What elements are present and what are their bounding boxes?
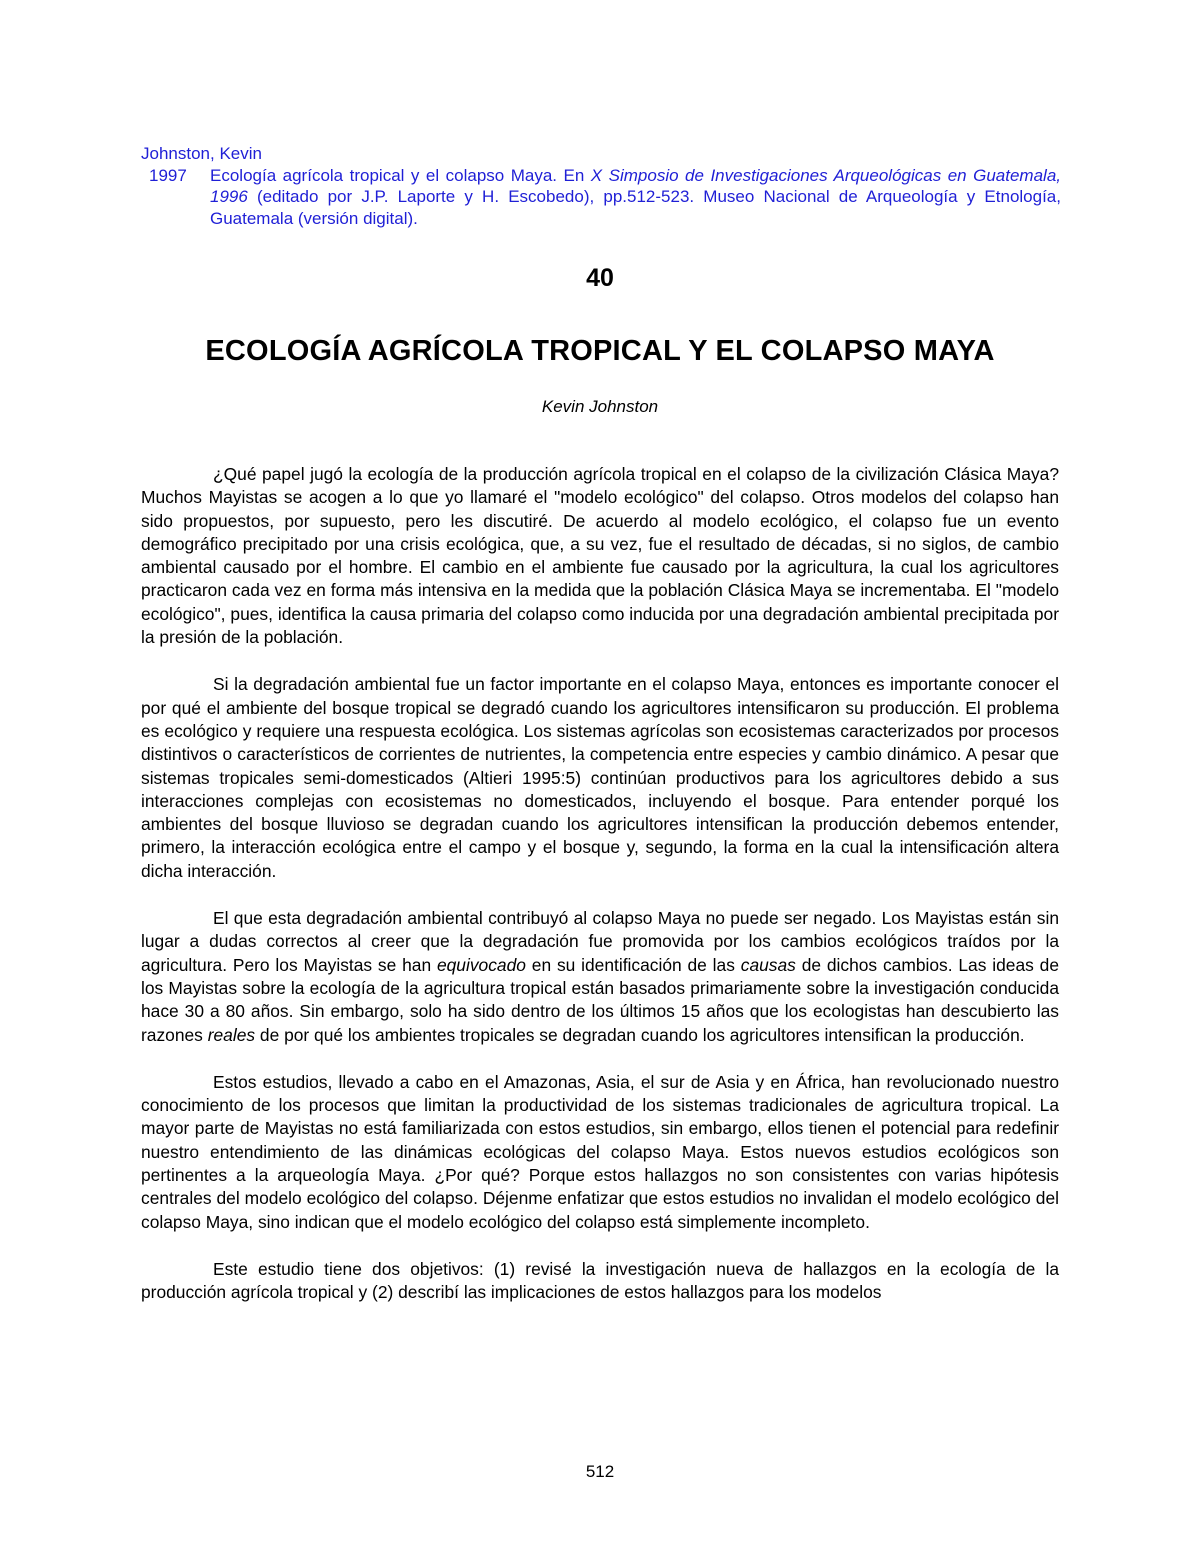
citation-block bbox=[141, 143, 1061, 229]
paragraph-4: Estos estudios, llevado a cabo en el Amazonas, Asia, el sur de Asia y en África, han revolucionado nuestro conocimiento de los procesos que limitan la productividad de los sistemas tradicionales de agricultura tropical. La mayor parte de Mayistas no está familiarizada con estos estudios, sin embargo, ellos tienen el potencial para redefinir nuestro entendimiento de las dinámicas ecológicas del colapso Maya. Estos nuevos estudios ecológicos son pertinentes a la arqueología Maya. ¿Por qué? Porque estos hallazgos no son consistentes con varias hipótesis centrales del modelo ecológico del colapso. Déjenme enfatizar que estos estudios no invalidan el modelo ecológico del colapso Maya, sino indican que el modelo ecológico del colapso está simplemente incompleto. bbox=[141, 1071, 1059, 1232]
page-number: 512 bbox=[585, 1462, 615, 1481]
paragraph-3-emphasis-2: causas bbox=[740, 954, 796, 975]
paragraph-1: ¿Qué papel jugó la ecología de la producción agrícola tropical en el colapso de la civilización Clásica Maya? Muchos Mayistas se acogen a lo que yo llamaré el "modelo ecológico" del colapso. Otros modelos del colapso han sido propuestos, por supuesto, pero les discutiré. De acuerdo al modelo ecológico, el colapso fue un evento demográfico precipitado por una crisis ecológica, que, a su vez, fue el resultado de décadas, si no siglos, de cambio ambiental causado por el hombre. El cambio en el ambiente fue causado por la agricultura, la cual los agricultores practicaron cada vez en forma más intensiva en la medida que la población Clásica Maya se incrementaba. El "modelo ecológico", pues, identifica la causa primaria del colapso como inducida por una degradación ambiental precipitada por la presión de la población. bbox=[141, 464, 1059, 648]
citation-series: X Simposio de Investigaciones Arqueológicas en Guatemala, 1996 bbox=[210, 165, 1061, 206]
paragraph-3-text-b: en su identificación de las bbox=[525, 954, 741, 975]
paragraph-2: Si la degradación ambiental fue un factor importante en el colapso Maya, entonces es importante conocer el por qué el ambiente del bosque tropical se degradó cuando los agricultores intensificaron su producción. El problema es ecológico y requiere una respuesta ecológica. Los sistemas agrícolas son ecosistemas caracterizados por procesos distintivos o característicos de corrientes de nutrientes, la competencia entre especies y cambio dinámico. A pesar que sistemas tropicales semi-domesticados (Altieri 1995:5) continúan productivos para los agricultores debido a sus interacciones complejas con ecosistemas no domesticados, incluyendo el bosque. Para entender porqué los ambientes del bosque lluvioso se degradan cuando los agricultores intensifican la producción debemos entender, primero, la interacción ecológica entre el campo y el bosque y, segundo, la forma en la cual la intensificación altera dicha interacción. bbox=[141, 674, 1059, 881]
author-byline: Kevin Johnston bbox=[541, 397, 659, 416]
citation-text-b: (editado por J.P. Laporte y H. Escobedo), pp.512-523. Museo Nacional de Arqueología y Etnología, Guatemala (versión digital). bbox=[210, 187, 1061, 228]
citation-year: 1997 bbox=[149, 165, 187, 185]
citation-author: Johnston, Kevin bbox=[141, 144, 262, 163]
chapter-number: 40 bbox=[586, 264, 614, 292]
paragraph-5: Este estudio tiene dos objetivos: (1) revisé la investigación nueva de hallazgos en la ecología de la producción agrícola tropical y (2) describí las implicaciones de estos hallazgos para los modelos bbox=[141, 1258, 1059, 1303]
body-text bbox=[141, 463, 1059, 1305]
citation-text-a: Ecología agrícola tropical y el colapso Maya. En bbox=[210, 165, 591, 185]
citation-entry bbox=[141, 165, 1061, 230]
paper-title: ECOLOGÍA AGRÍCOLA TROPICAL Y EL COLAPSO MAYA bbox=[205, 335, 995, 367]
paragraph-3-text-a: El que esta degradación ambiental contribuyó al colapso Maya no puede ser negado. Los Mayistas están sin lugar a dudas correctos al creer que la degradación fue promovida por los cambios ecológicos traídos por la agricultura. Pero los Mayistas se han bbox=[141, 908, 1059, 975]
paragraph-3-text-d: de por qué los ambientes tropicales se degradan cuando los agricultores intensifican la producción. bbox=[255, 1024, 1025, 1045]
paragraph-3-emphasis-3: reales bbox=[207, 1024, 256, 1045]
paragraph-3 bbox=[141, 907, 1059, 1047]
paragraph-3-emphasis-1: equivocado bbox=[436, 954, 526, 975]
paragraph-3-text-c: de dichos cambios. Las ideas de los Mayistas sobre la ecología de la agricultura tropical están basados primariamente sobre la investigación conducida hace 30 a 80 años. Sin embargo, solo ha sido dentro de los últimos 15 años que los ecologistas han descubierto las razones bbox=[141, 954, 1059, 1045]
